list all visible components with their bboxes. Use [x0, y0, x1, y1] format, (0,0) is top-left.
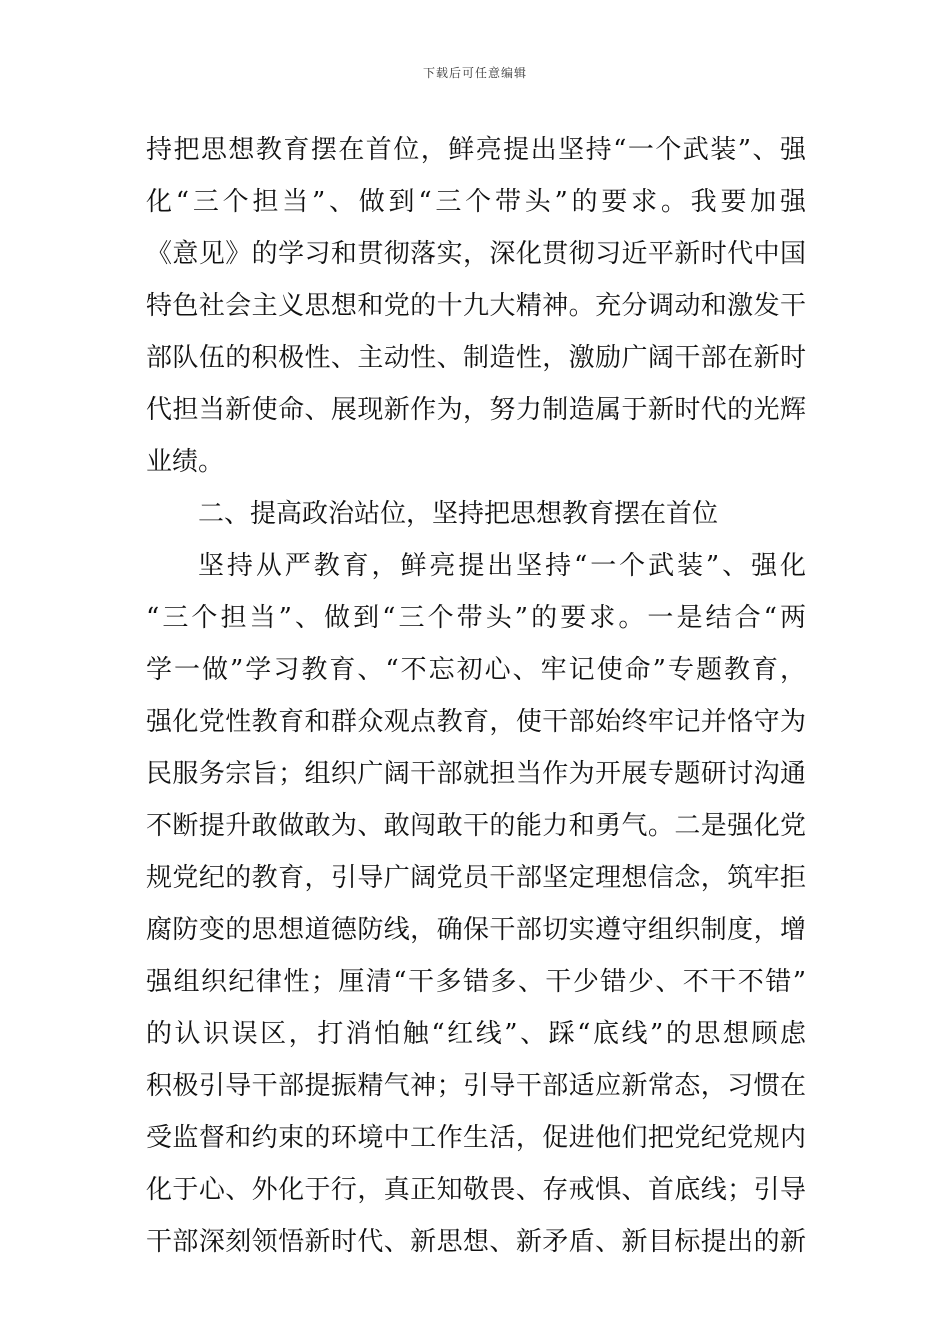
text-line: 规党纪的教育，引导广阔党员干部坚定理想信念，筑牢拒: [146, 863, 806, 893]
text-line: 持把思想教育摆在首位，鲜亮提出坚持“一个武装”、强: [146, 135, 806, 165]
page-header: 下载后可任意编辑: [422, 66, 527, 80]
text-line: 代担当新使命、展现新作为，努力制造属于新时代的光辉: [146, 395, 806, 425]
text-line: 部队伍的积极性、主动性、制造性，激励广阔干部在新时: [146, 343, 806, 373]
text-line: 腐防变的思想道德防线，确保干部切实遵守组织制度，增: [146, 915, 806, 945]
text-line: 化“三个担当”、做到“三个带头”的要求。我要加强: [146, 187, 806, 217]
text-line: 特色社会主义思想和党的十九大精神。充分调动和激发干: [146, 291, 806, 321]
text-line: 积极引导干部提振精气神；引导干部适应新常态，习惯在: [146, 1071, 806, 1101]
text-line: 学一做”学习教育、“不忘初心、牢记使命”专题教育，: [146, 655, 806, 685]
text-line: 干部深刻领悟新时代、新思想、新矛盾、新目标提出的新: [146, 1227, 806, 1257]
text-line: 不断提升敢做敢为、敢闯敢干的能力和勇气。二是强化党: [146, 811, 806, 841]
text-line: “三个担当”、做到“三个带头”的要求。一是结合“两: [146, 603, 806, 633]
text-line: 坚持从严教育，鲜亮提出坚持“一个武装”、强化: [198, 551, 806, 581]
section-heading: 二、提高政治站位，坚持把思想教育摆在首位: [198, 499, 719, 529]
text-line: 强组织纪律性；厘清“干多错多、干少错少、不干不错”: [146, 967, 806, 997]
text-line: 的认识误区，打消怕触“红线”、踩“底线”的思想顾虑: [146, 1019, 806, 1049]
text-line: 强化党性教育和群众观点教育，使干部始终牢记并恪守为: [146, 707, 806, 737]
text-line: 民服务宗旨；组织广阔干部就担当作为开展专题研讨沟通: [146, 759, 806, 789]
text-line: 业绩。: [146, 447, 225, 477]
text-line: 化于心、外化于行，真正知敬畏、存戒惧、首底线；引导: [146, 1175, 806, 1205]
text-line: 《意见》的学习和贯彻落实，深化贯彻习近平新时代中国: [146, 239, 806, 269]
text-line: 受监督和约束的环境中工作生活，促进他们把党纪党规内: [146, 1123, 806, 1153]
